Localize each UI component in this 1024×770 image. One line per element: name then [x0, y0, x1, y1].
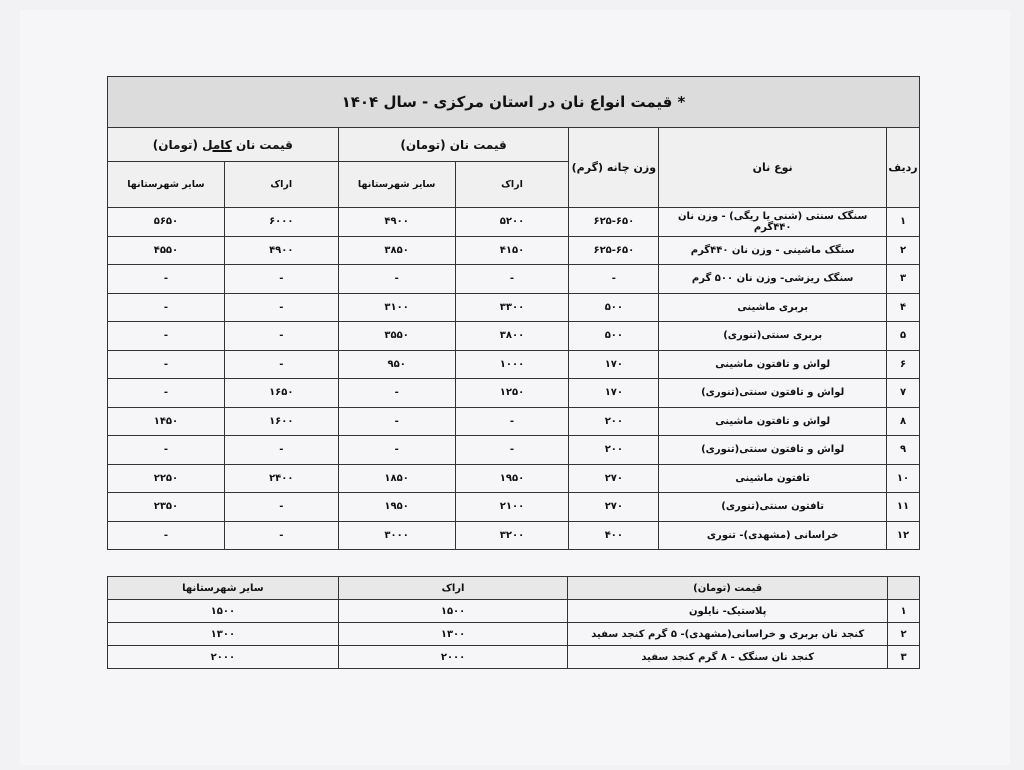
dough-weight-header: وزن چانه (گرم)	[569, 128, 659, 208]
dough-weight-cell: ۱۷۰	[569, 350, 659, 379]
arak-cell: ۲۱۰۰	[455, 493, 569, 522]
bread-type-cell: تافتون سنتی(تنوری)	[659, 493, 887, 522]
table-row	[108, 407, 920, 436]
arak-cell: ۱۲۵۰	[455, 379, 569, 408]
extras-row-number-cell: ۲	[888, 623, 920, 646]
other-cities-header: سایر شهرستانها	[338, 162, 455, 208]
arak-header: اراک	[455, 162, 569, 208]
dough-weight-cell: ۶۲۵-۶۵۰	[569, 236, 659, 265]
row-number-cell: ۷	[887, 379, 920, 408]
table-row	[108, 493, 920, 522]
row-number-cell: ۱	[887, 208, 920, 237]
other-cities-cell: ۹۵۰	[338, 350, 455, 379]
dough-weight-cell: ۲۷۰	[569, 493, 659, 522]
arak-cell: ۴۱۵۰	[455, 236, 569, 265]
row-number-cell: ۸	[887, 407, 920, 436]
dough-weight-cell: ۵۰۰	[569, 293, 659, 322]
full-other-cities-cell: ۱۴۵۰	[108, 407, 225, 436]
other-cities-cell: ۳۸۵۰	[338, 236, 455, 265]
arak-cell: ۳۲۰۰	[455, 521, 569, 550]
row-number-header: ردیف	[887, 128, 920, 208]
extras-item-cell: پلاستیک- نایلون	[568, 600, 888, 623]
full-other-cities-cell: -	[108, 521, 225, 550]
full-arak-cell: ۱۶۰۰	[224, 407, 338, 436]
row-number-cell: ۴	[887, 293, 920, 322]
arak-cell: ۳۳۰۰	[455, 293, 569, 322]
extras-row-number-cell: ۱	[888, 600, 920, 623]
table-row	[108, 208, 920, 237]
other-cities-cell: ۱۸۵۰	[338, 464, 455, 493]
other-cities-cell: ۳۰۰۰	[338, 521, 455, 550]
full-arak-header: اراک	[224, 162, 338, 208]
full-arak-cell: -	[224, 322, 338, 351]
table-row	[108, 623, 920, 646]
dough-weight-cell: ۲۰۰	[569, 407, 659, 436]
table-row	[108, 436, 920, 465]
arak-cell: ۱۹۵۰	[455, 464, 569, 493]
table-row	[108, 322, 920, 351]
full-arak-cell: -	[224, 436, 338, 465]
other-cities-cell: -	[338, 436, 455, 465]
arak-cell: ۳۸۰۰	[455, 322, 569, 351]
bread-type-cell: بربری ماشینی	[659, 293, 887, 322]
full-other-cities-cell: ۴۵۵۰	[108, 236, 225, 265]
bread-type-cell: سنگک ماشینی - وزن نان ۴۴۰گرم	[659, 236, 887, 265]
extras-row-number-header	[888, 577, 920, 600]
dough-weight-cell: ۱۷۰	[569, 379, 659, 408]
full-arak-cell: ۲۴۰۰	[224, 464, 338, 493]
row-number-cell: ۶	[887, 350, 920, 379]
extras-arak-cell: ۱۳۰۰	[338, 623, 568, 646]
table-row	[108, 600, 920, 623]
row-number-cell: ۳	[887, 265, 920, 294]
full-arak-cell: -	[224, 265, 338, 294]
full-other-cities-cell: -	[108, 436, 225, 465]
bread-type-cell: لواش و تافتون سنتی(تنوری)	[659, 436, 887, 465]
full-arak-cell: ۴۹۰۰	[224, 236, 338, 265]
full-word: کامل	[202, 137, 232, 152]
full-other-cities-cell: -	[108, 322, 225, 351]
extras-other-cities-cell: ۲۰۰۰	[108, 646, 339, 669]
full-other-cities-cell: -	[108, 350, 225, 379]
row-number-cell: ۹	[887, 436, 920, 465]
full-other-cities-cell: -	[108, 265, 225, 294]
bread-type-header: نوع نان	[659, 128, 887, 208]
extras-arak-cell: ۲۰۰۰	[338, 646, 568, 669]
other-cities-cell: ۳۱۰۰	[338, 293, 455, 322]
dough-weight-cell: ۲۰۰	[569, 436, 659, 465]
price-group-header: قیمت نان (تومان)	[338, 128, 569, 162]
arak-cell: -	[455, 436, 569, 465]
extras-other-cities-header: سایر شهرستانها	[108, 577, 339, 600]
full-arak-cell: -	[224, 350, 338, 379]
full-price-group-header: قیمت نان کامل (تومان)	[108, 128, 339, 162]
table-row	[108, 521, 920, 550]
other-cities-cell: ۱۹۵۰	[338, 493, 455, 522]
table-row	[108, 350, 920, 379]
full-other-cities-cell: ۲۳۵۰	[108, 493, 225, 522]
bread-type-cell: بربری سنتی(تنوری)	[659, 322, 887, 351]
dough-weight-cell: ۶۲۵-۶۵۰	[569, 208, 659, 237]
extras-arak-header: اراک	[338, 577, 568, 600]
bread-type-cell: لواش و تافتون ماشینی	[659, 407, 887, 436]
row-number-cell: ۲	[887, 236, 920, 265]
table-row	[108, 646, 920, 669]
table-row	[108, 464, 920, 493]
dough-weight-cell: ۵۰۰	[569, 322, 659, 351]
extras-other-cities-cell: ۱۳۰۰	[108, 623, 339, 646]
full-other-cities-cell: ۵۶۵۰	[108, 208, 225, 237]
other-cities-cell: -	[338, 407, 455, 436]
other-cities-cell: -	[338, 265, 455, 294]
bread-type-cell: سنگک سنتی (شنی یا ریگی) - وزن نان ۴۴۰گرم	[659, 208, 887, 237]
table-row	[108, 379, 920, 408]
dough-weight-cell: ۴۰۰	[569, 521, 659, 550]
extras-price-table	[107, 576, 920, 669]
full-arak-cell: -	[224, 293, 338, 322]
bread-price-table	[107, 76, 920, 550]
row-number-cell: ۵	[887, 322, 920, 351]
extras-item-cell: کنجد نان بربری و خراسانی(مشهدی)- ۵ گرم کنجد سفید	[568, 623, 888, 646]
row-number-cell: ۱۲	[887, 521, 920, 550]
full-other-cities-header: سایر شهرستانها	[108, 162, 225, 208]
full-other-cities-cell: ۲۲۵۰	[108, 464, 225, 493]
full-arak-cell: ۱۶۵۰	[224, 379, 338, 408]
bread-type-cell: لواش و تافتون سنتی(تنوری)	[659, 379, 887, 408]
full-arak-cell: -	[224, 493, 338, 522]
row-number-cell: ۱۱	[887, 493, 920, 522]
bread-type-cell: تافتون ماشینی	[659, 464, 887, 493]
extras-other-cities-cell: ۱۵۰۰	[108, 600, 339, 623]
arak-cell: ۵۲۰۰	[455, 208, 569, 237]
bread-type-cell: لواش و تافتون ماشینی	[659, 350, 887, 379]
row-number-cell: ۱۰	[887, 464, 920, 493]
arak-cell: -	[455, 407, 569, 436]
dough-weight-cell: -	[569, 265, 659, 294]
table-row	[108, 293, 920, 322]
table-title: * قیمت انواع نان در استان مرکزی - سال ۱۴۰۴	[108, 77, 920, 128]
extras-arak-cell: ۱۵۰۰	[338, 600, 568, 623]
table-row	[108, 236, 920, 265]
arak-cell: -	[455, 265, 569, 294]
bread-type-cell: سنگک ریزشی- وزن نان ۵۰۰ گرم	[659, 265, 887, 294]
extras-item-header: قیمت (تومان)	[568, 577, 888, 600]
arak-cell: ۱۰۰۰	[455, 350, 569, 379]
full-arak-cell: ۶۰۰۰	[224, 208, 338, 237]
full-other-cities-cell: -	[108, 293, 225, 322]
extras-row-number-cell: ۳	[888, 646, 920, 669]
other-cities-cell: ۴۹۰۰	[338, 208, 455, 237]
bread-type-cell: خراسانی (مشهدی)- تنوری	[659, 521, 887, 550]
other-cities-cell: ۳۵۵۰	[338, 322, 455, 351]
extras-item-cell: کنجد نان سنگک - ۸ گرم کنجد سفید	[568, 646, 888, 669]
full-arak-cell: -	[224, 521, 338, 550]
dough-weight-cell: ۲۷۰	[569, 464, 659, 493]
table-row	[108, 265, 920, 294]
full-other-cities-cell: -	[108, 379, 225, 408]
other-cities-cell: -	[338, 379, 455, 408]
